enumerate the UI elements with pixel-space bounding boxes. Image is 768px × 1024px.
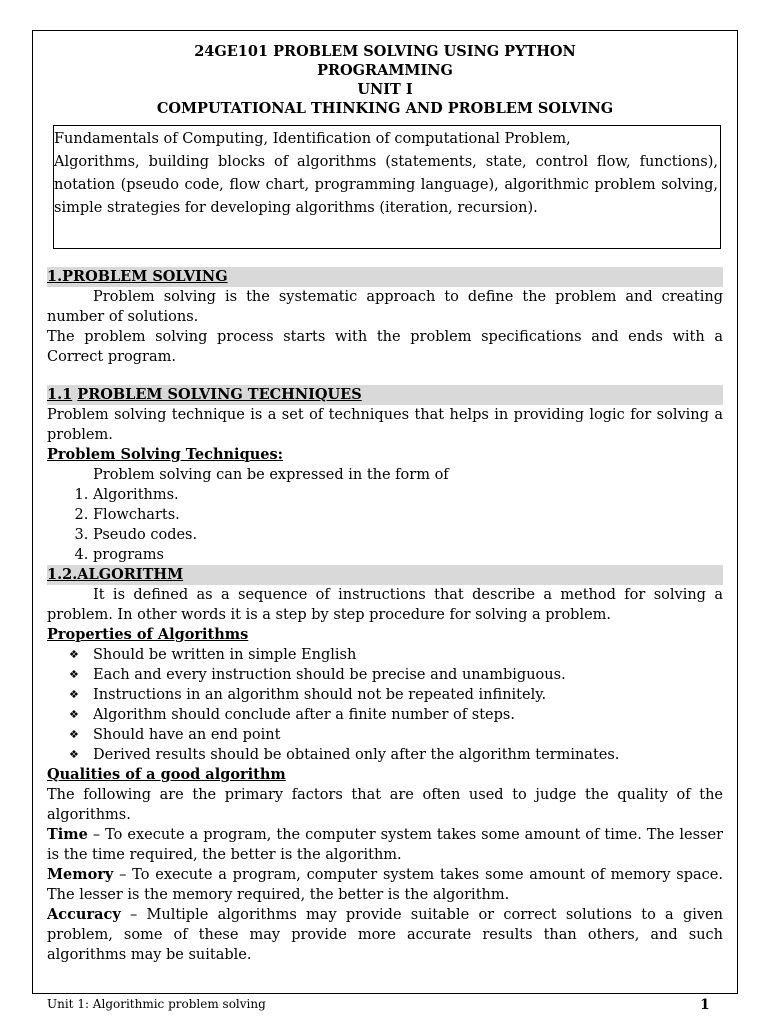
list-item: ❖ Each and every instruction should be precise and unambiguous. xyxy=(69,667,566,683)
quality-time-text: – To execute a program, the computer system takes some amount of time. The lesser is the time required, the better is the algorithm. xyxy=(47,827,723,863)
list-item: ❖ Should be written in simple English xyxy=(69,647,357,663)
quality-memory xyxy=(47,865,723,905)
list-item: 4. programs xyxy=(93,545,723,565)
diamond-bullet-icon: ❖ xyxy=(69,708,79,721)
quality-memory-text: – To execute a program, computer system takes some amount of memory space. The lesser is the memory required, the better is the algorithm. xyxy=(47,867,723,903)
title-line-4: COMPUTATIONAL THINKING AND PROBLEM SOLVING xyxy=(156,100,614,117)
syllabus-line-1: Fundamentals of Computing, Identification of computational Problem, xyxy=(54,131,571,147)
techniques-intro: Problem solving can be expressed in the form of xyxy=(93,467,449,483)
section-1-para-1: Problem solving is the systematic approach to define the problem and creating number of solutions. xyxy=(47,289,723,325)
qualities-intro: The following are the primary factors that are often used to judge the quality of the algorithms. xyxy=(47,787,723,823)
section-1-number: 1. xyxy=(47,268,63,285)
section-1-2-number: 1.2. xyxy=(47,566,78,583)
quality-time-label: Time xyxy=(47,826,88,843)
qualities-subheading: Qualities of a good algorithm xyxy=(47,766,286,783)
quality-accuracy-text: – Multiple algorithms may provide suitable or correct solutions to a given problem, some of these may provide more accurate results than others, and such algorithms may be suitable. xyxy=(47,907,723,963)
page-number: 1 xyxy=(700,997,710,1013)
list-item: 3. Pseudo codes. xyxy=(93,525,723,545)
diamond-bullet-icon: ❖ xyxy=(69,748,79,761)
diamond-bullet-icon: ❖ xyxy=(69,688,79,701)
techniques-list xyxy=(47,485,723,565)
list-item: ❖ Should have an end point xyxy=(69,727,281,743)
list-item: ❖ Instructions in an algorithm should not be repeated infinitely. xyxy=(69,687,547,703)
footer-text: Unit 1: Algorithmic problem solving xyxy=(47,997,266,1011)
diamond-bullet-icon: ❖ xyxy=(69,728,79,741)
section-1-2-para-1: It is defined as a sequence of instructions that describe a method for solving a problem. In other words it is a step by step procedure for solving a problem. xyxy=(47,587,723,623)
quality-accuracy xyxy=(47,905,723,965)
section-1-1-heading xyxy=(47,385,723,405)
section-1-heading xyxy=(47,267,723,287)
diamond-bullet-icon: ❖ xyxy=(69,668,79,681)
quality-time xyxy=(47,825,723,865)
list-item: ❖ Derived results should be obtained only after the algorithm terminates. xyxy=(69,747,620,763)
section-1-2-heading xyxy=(47,565,723,585)
syllabus-line-2: Algorithms, building blocks of algorithms (statements, state, control flow, functions), notation (pseudo code, flow chart, programming language), algorithmic problem solving, simple strategies for developing algorithms (iteration, recursion). xyxy=(54,154,718,216)
list-item: 2. Flowcharts. xyxy=(93,505,723,525)
section-1-1-para-1: Problem solving technique is a set of techniques that helps in providing logic for solving a problem. xyxy=(47,407,723,443)
section-1-1-number: 1.1 xyxy=(47,386,73,403)
quality-accuracy-label: Accuracy xyxy=(47,906,121,923)
diamond-bullet-icon: ❖ xyxy=(69,648,79,661)
section-1-1-title: PROBLEM SOLVING TECHNIQUES xyxy=(77,386,362,403)
title-line-1: 24GE101 PROBLEM SOLVING USING PYTHON xyxy=(194,43,576,60)
title-line-3: UNIT I xyxy=(357,81,413,98)
title-line-2: PROGRAMMING xyxy=(317,62,453,79)
section-1-2-title: ALGORITHM xyxy=(77,566,184,583)
properties-list xyxy=(47,645,723,765)
section-1-title: PROBLEM SOLVING xyxy=(62,268,228,285)
syllabus-box xyxy=(53,125,721,249)
properties-subheading: Properties of Algorithms xyxy=(47,626,249,643)
list-item: ❖ Algorithm should conclude after a finite number of steps. xyxy=(69,707,515,723)
quality-memory-label: Memory xyxy=(47,866,114,883)
techniques-subheading: Problem Solving Techniques: xyxy=(47,446,283,463)
document-body xyxy=(47,42,723,965)
list-item: 1. Algorithms. xyxy=(93,485,723,505)
section-1-para-2: The problem solving process starts with the problem specifications and ends with a Correct program. xyxy=(47,329,723,365)
document-title xyxy=(47,42,723,118)
